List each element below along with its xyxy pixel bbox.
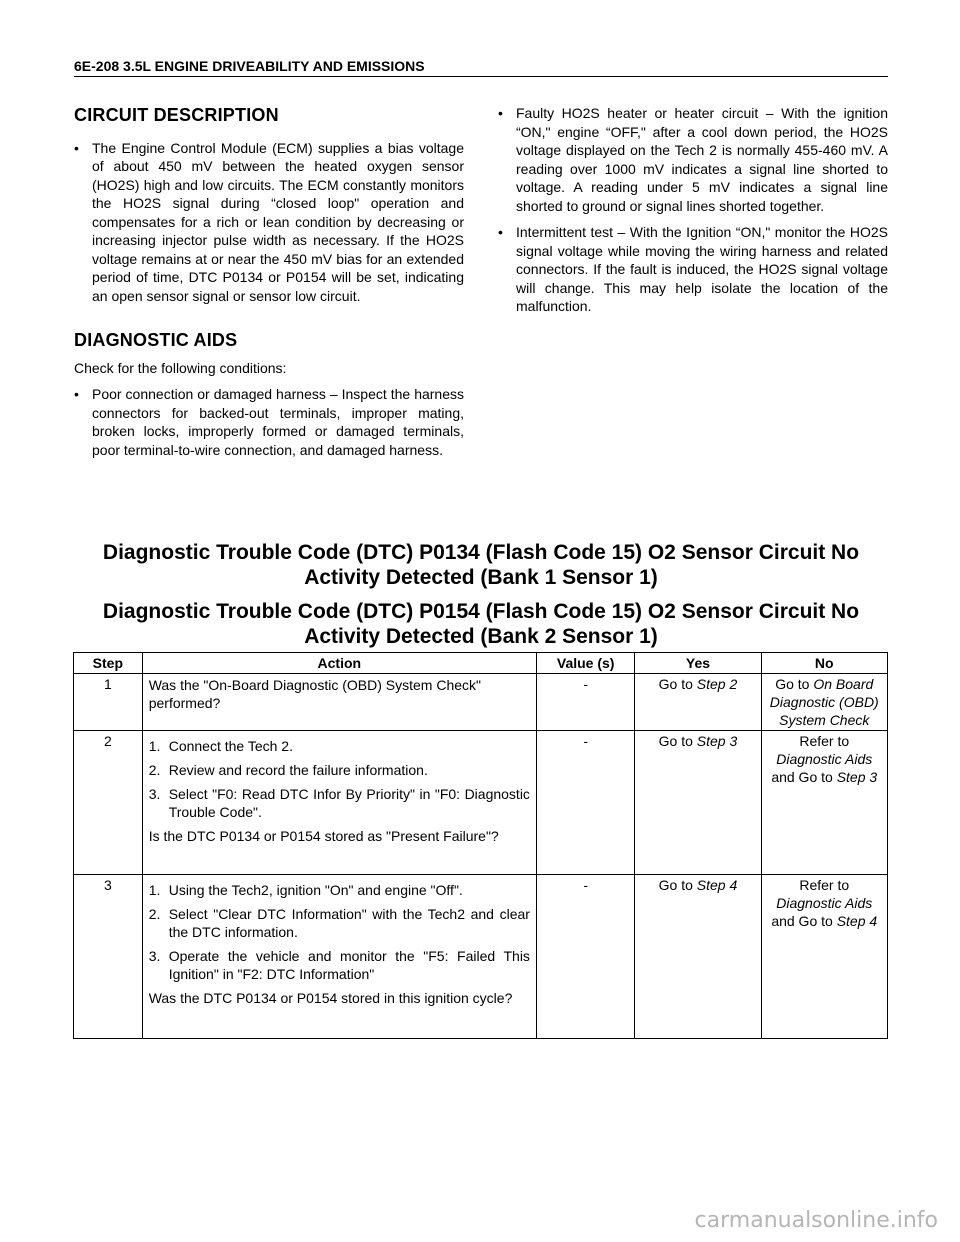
- step-number: 3: [74, 875, 143, 1039]
- action-question: Was the DTC P0134 or P0154 stored in this ignition cycle?: [148, 990, 513, 1006]
- page-header: 6E-208 3.5L ENGINE DRIVEABILITY AND EMISSIONS: [74, 58, 888, 77]
- yes-cell: [635, 875, 761, 1039]
- diagnostic-aids-list-left: [74, 385, 464, 459]
- no-step-link[interactable]: Step 3: [836, 769, 878, 785]
- action-list: [149, 881, 530, 983]
- left-column: [74, 106, 464, 467]
- table-header-row: [74, 653, 888, 674]
- no-prefix: Go to: [775, 676, 810, 692]
- no-cell: [761, 674, 887, 731]
- yes-prefix: Go to: [658, 877, 693, 893]
- list-item: • Intermittent test – With the Ignition “ON," monitor the HO2S signal voltage while moving the wiring harness and related connectors. If the fault is induced, the HO2S signal voltage will change. This may help isolate the location of the malfunction.: [498, 223, 888, 316]
- step-number: 2: [74, 731, 143, 875]
- list-item: • Poor connection or damaged harness – Inspect the harness connectors for backed-out terminals, improper mating, broken locks, improperly formed or damaged terminals, poor terminal-to-wire connection, and damaged harness.: [74, 385, 464, 459]
- no-refer-text: Refer to: [799, 877, 850, 893]
- no-step-link[interactable]: Step 4: [836, 913, 878, 929]
- list-item: 3. Select "F0: Read DTC Infor By Priority" in "F0: Diagnostic Trouble Code".: [148, 786, 530, 820]
- value-cell: -: [536, 731, 634, 875]
- table-row: [74, 731, 888, 875]
- circuit-description-heading: CIRCUIT DESCRIPTION: [74, 105, 279, 125]
- diagnostic-steps-table: [73, 652, 888, 1039]
- step-number: 1: [74, 674, 143, 731]
- action-question: Is the DTC P0134 or P0154 stored as "Present Failure"?: [148, 828, 499, 844]
- diagnostic-aids-list-right: [498, 104, 888, 316]
- no-diagnostic-aids-link[interactable]: Diagnostic Aids: [776, 751, 873, 767]
- yes-cell: [635, 731, 761, 875]
- table-row: [74, 674, 888, 731]
- no-cell: [761, 731, 887, 875]
- list-item: 1. Connect the Tech 2.: [148, 738, 293, 754]
- column-header-value: Value (s): [536, 653, 634, 674]
- right-column: [498, 104, 888, 324]
- column-header-yes: Yes: [635, 653, 761, 674]
- yes-step-link[interactable]: Step 3: [696, 733, 738, 749]
- diagnostic-aids-intro: Check for the following conditions:: [74, 359, 287, 376]
- column-header-no: No: [761, 653, 887, 674]
- no-suffix: and Go to: [771, 913, 833, 929]
- value-cell: -: [536, 875, 634, 1039]
- yes-step-link[interactable]: Step 4: [696, 877, 738, 893]
- no-cell: [761, 875, 887, 1039]
- dtc-title-p0134: Diagnostic Trouble Code (DTC) P0134 (Flash Code 15) O2 Sensor Circuit No Activity Detected (Bank 1 Sensor 1): [102, 541, 860, 589]
- no-obd-link[interactable]: On Board Diagnostic (OBD) System Check: [769, 676, 879, 728]
- yes-step-link[interactable]: Step 2: [696, 676, 738, 692]
- action-cell: [142, 875, 536, 1039]
- dtc-title-p0154: Diagnostic Trouble Code (DTC) P0154 (Flash Code 15) O2 Sensor Circuit No Activity Detected (Bank 2 Sensor 1): [102, 600, 860, 648]
- list-item: • Faulty HO2S heater or heater circuit – With the ignition “ON," engine “OFF," after a cool down period, the HO2S voltage displayed on the Tech 2 is normally 455-460 mV. A reading over 1000 mV indicates a signal line shorted to voltage. A reading under 5 mV indicates a signal line shorted to ground or signal lines shorted together.: [498, 104, 888, 215]
- list-item: • The Engine Control Module (ECM) supplies a bias voltage of about 450 mV between the heated oxygen sensor (HO2S) high and low circuits. The ECM constantly monitors the HO2S signal during “closed loop" operation and compensates for a rich or lean condition by decreasing or increasing injector pulse width as necessary. If the HO2S voltage remains at or near the 450 mV bias for an extended period of time, DTC P0134 or P0154 will be set, indicating an open sensor signal or sensor low circuit.: [74, 139, 464, 306]
- yes-prefix: Go to: [658, 676, 693, 692]
- action-question: Was the "On-Board Diagnostic (OBD) System Check" performed?: [148, 677, 482, 711]
- list-item: 3. Operate the vehicle and monitor the "F5: Failed This Ignition" in "F2: DTC Information": [148, 948, 530, 982]
- yes-cell: [635, 674, 761, 731]
- diagnostic-aids-heading: DIAGNOSTIC AIDS: [74, 330, 238, 350]
- list-item: 2. Select "Clear DTC Information" with the Tech2 and clear the DTC information.: [148, 906, 530, 940]
- circuit-description-list: [74, 139, 464, 306]
- column-header-action: Action: [142, 653, 536, 674]
- no-refer-text: Refer to: [799, 733, 850, 749]
- yes-prefix: Go to: [658, 733, 693, 749]
- no-suffix: and Go to: [771, 769, 833, 785]
- no-diagnostic-aids-link[interactable]: Diagnostic Aids: [776, 895, 873, 911]
- value-cell: -: [536, 674, 634, 731]
- action-cell: [142, 731, 536, 875]
- table-row: [74, 875, 888, 1039]
- watermark: carmanualsonline.info: [694, 1208, 938, 1233]
- list-item: 2. Review and record the failure information.: [148, 762, 428, 778]
- action-list: [149, 737, 530, 821]
- column-header-step: Step: [74, 653, 143, 674]
- action-cell: [142, 674, 536, 731]
- list-item: 1. Using the Tech2, ignition "On" and engine "Off".: [148, 882, 463, 898]
